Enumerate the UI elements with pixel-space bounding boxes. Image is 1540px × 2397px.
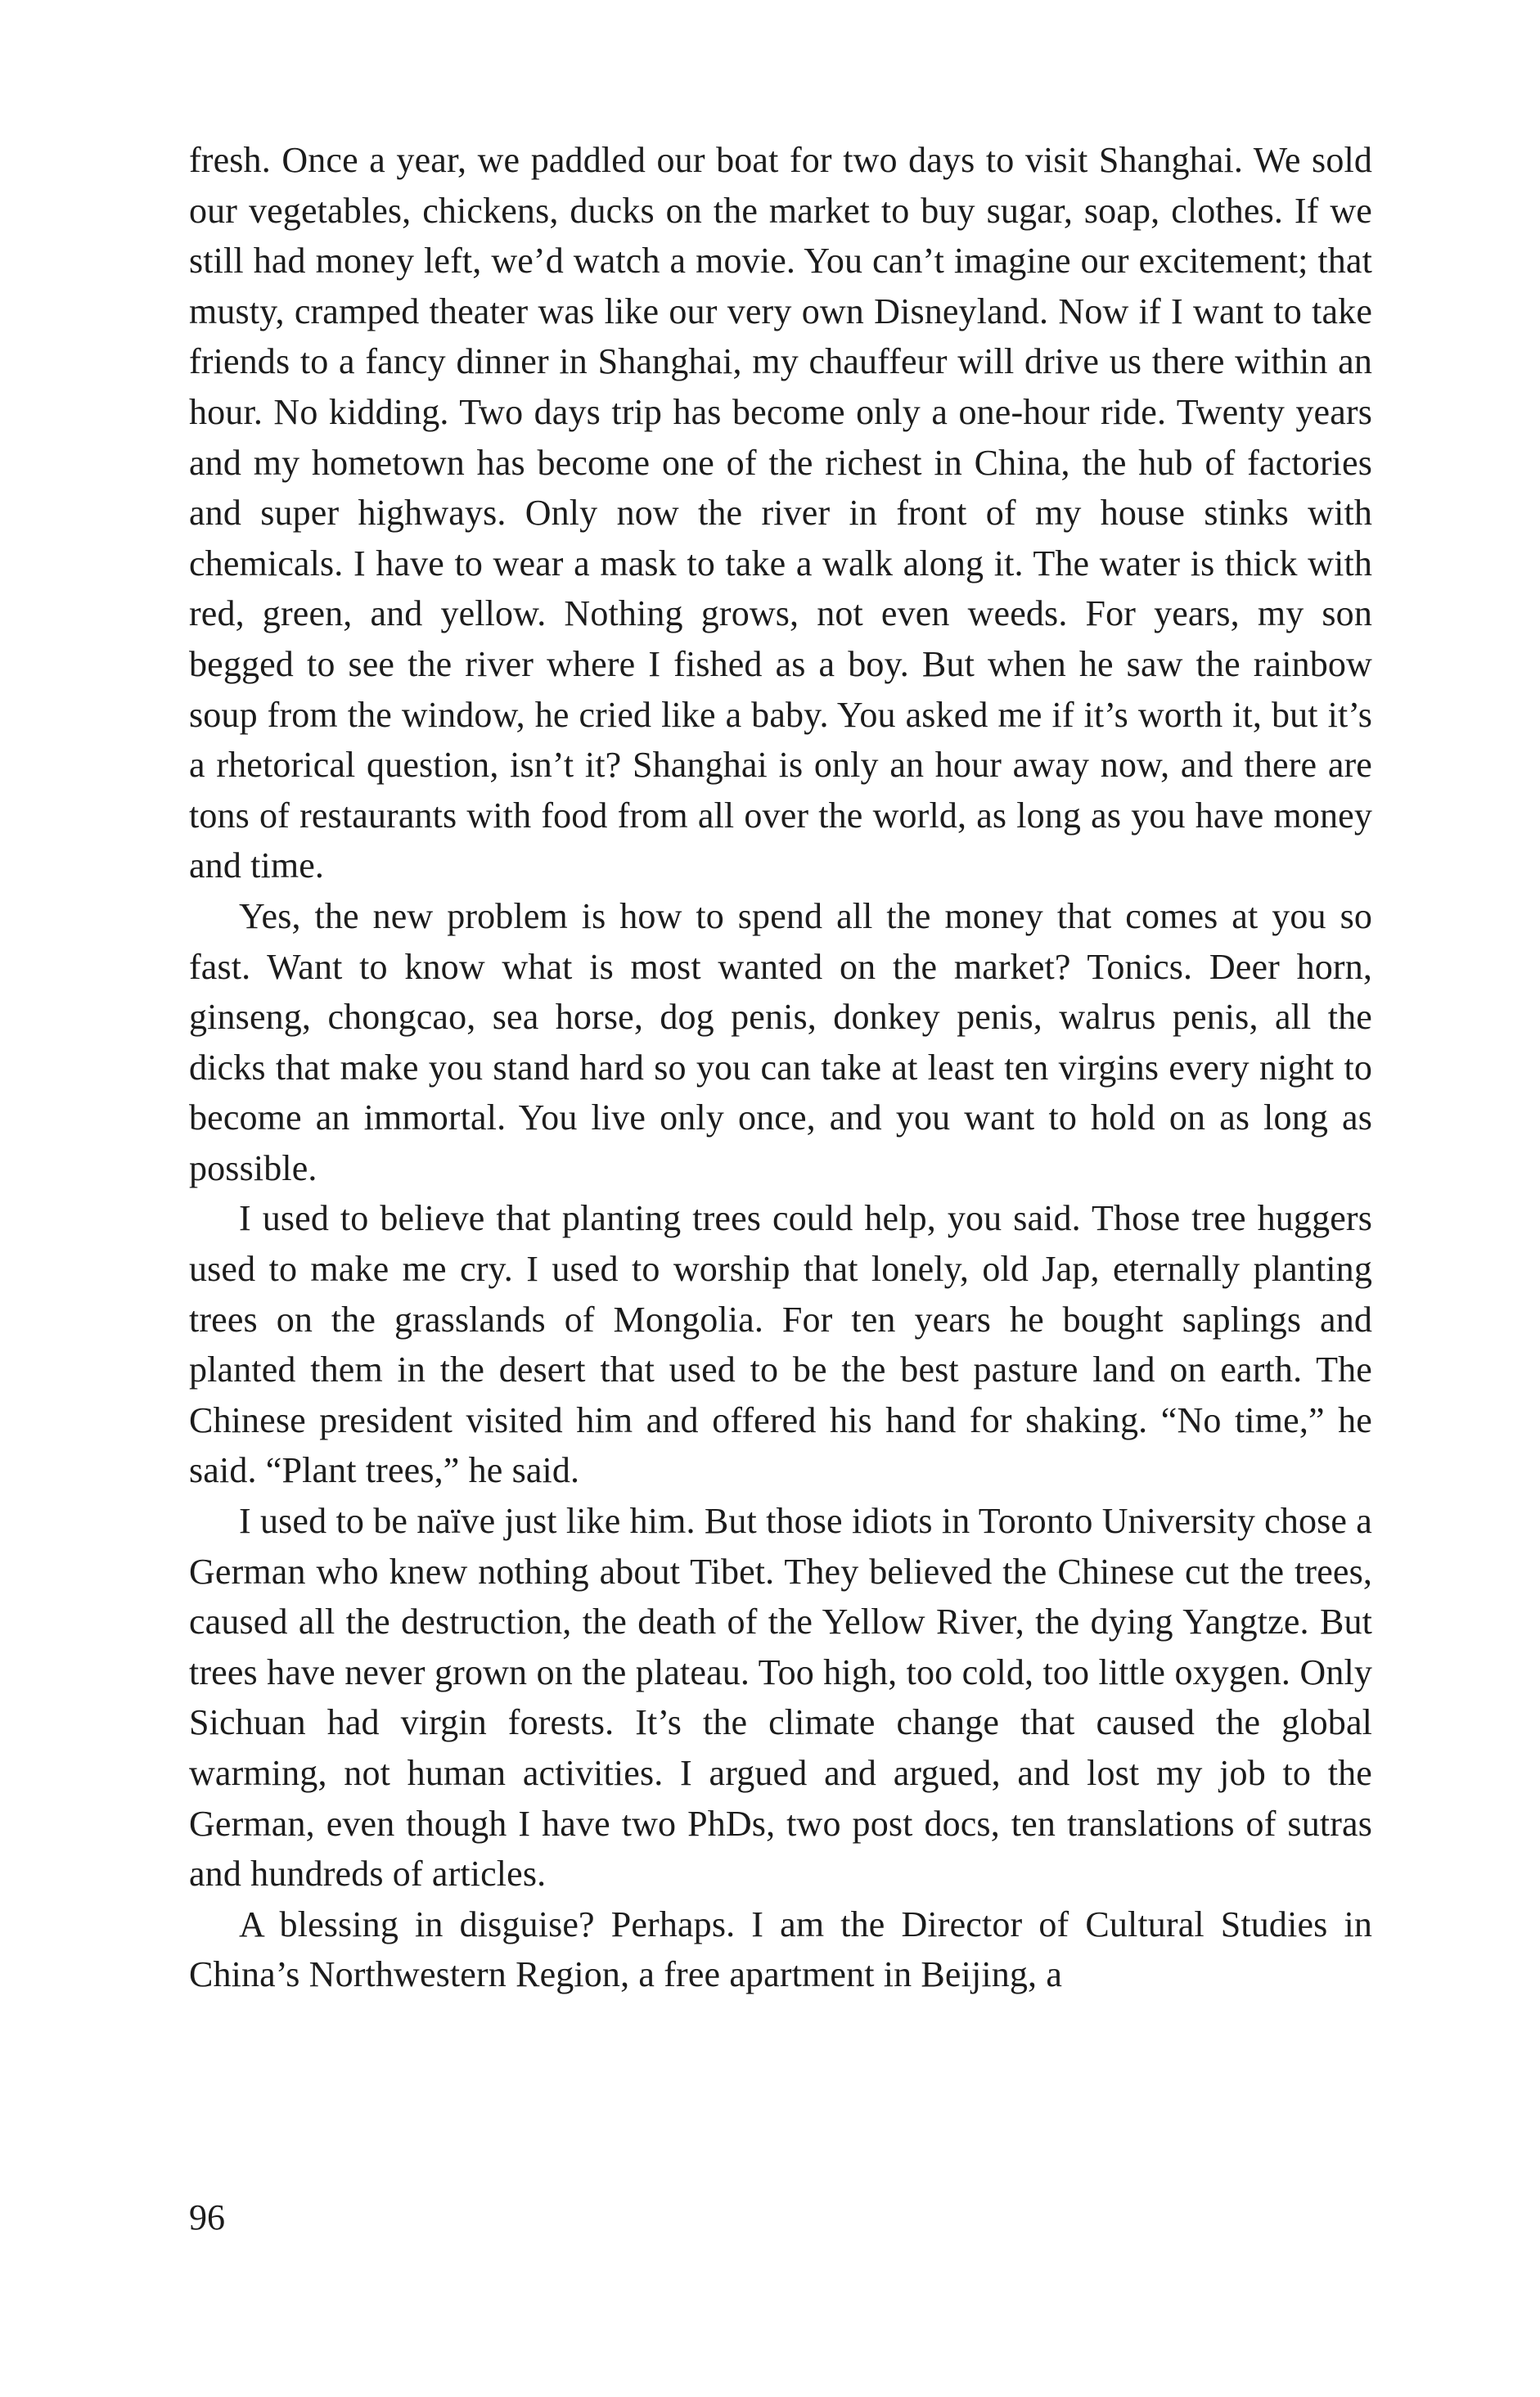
- page-number: 96: [189, 2197, 225, 2237]
- paragraph-continued: fresh. Once a year, we paddled our boat for two days to visit Shanghai. We sold our vegetables, chickens, ducks on the market to buy sugar, soap, clothes. If we still had money left, we’d watch a movie. You can’t imagine our excitement; that musty, cramped theater was like our very own Disneyland. Now if I want to take friends to a fancy dinner in Shanghai, my chauffeur will drive us there within an hour. No kidding. Two days trip has become only a one-hour ride. Twenty years and my hometown has become one of the richest in China, the hub of factories and super highways. Only now the river in front of my house stinks with chemicals. I have to wear a mask to take a walk along it. The water is thick with red, green, and yellow. Nothing grows, not even weeds. For years, my son begged to see the river where I fished as a boy. But when he saw the rainbow soup from the window, he cried like a baby. You asked me if it’s worth it, but it’s a rhetorical question, isn’t it? Shanghai is only an hour away now, and there are tons of restaurants with food from all over the world, as long as you have money and time.: [189, 140, 1372, 886]
- paragraph-naive: I used to be naïve just like him. But those idiots in Toronto University chose a German who knew nothing about Tibet. They believed the Chinese cut the trees, caused all the destruction, the death of the Yellow River, the dying Yangtze. But trees have never grown on the plateau. Too high, too cold, too little oxygen. Only Sichuan had virgin forests. It’s the climate change that caused the global warming, not human activities. I argued and argued, and lost my job to the German, even though I have two PhDs, two post docs, ten translations of sutras and hundreds of articles.: [189, 1501, 1372, 1895]
- body-text: [189, 135, 1372, 2000]
- paragraph-blessing: A blessing in disguise? Perhaps. I am the Director of Cultural Studies in China’s Northwestern Region, a free apartment in Beijing, a: [189, 1904, 1372, 1995]
- paragraph-planting-trees: I used to believe that planting trees could help, you said. Those tree huggers used to make me cry. I used to worship that lonely, old Jap, eternally planting trees on the grasslands of Mongolia. For ten years he bought saplings and planted them in the desert that used to be the best pasture land on earth. The Chinese president visited him and offered his hand for shaking. “No time,” he said. “Plant trees,” he said.: [189, 1198, 1372, 1491]
- paragraph-tonics: Yes, the new problem is how to spend all the money that comes at you so fast. Want to know what is most wanted on the market? Tonics. Deer horn, ginseng, chongcao, sea horse, dog penis, donkey penis, walrus penis, all the dicks that make you stand hard so you can take at least ten virgins every night to become an immortal. You live only once, and you want to hold on as long as possible.: [189, 895, 1372, 1188]
